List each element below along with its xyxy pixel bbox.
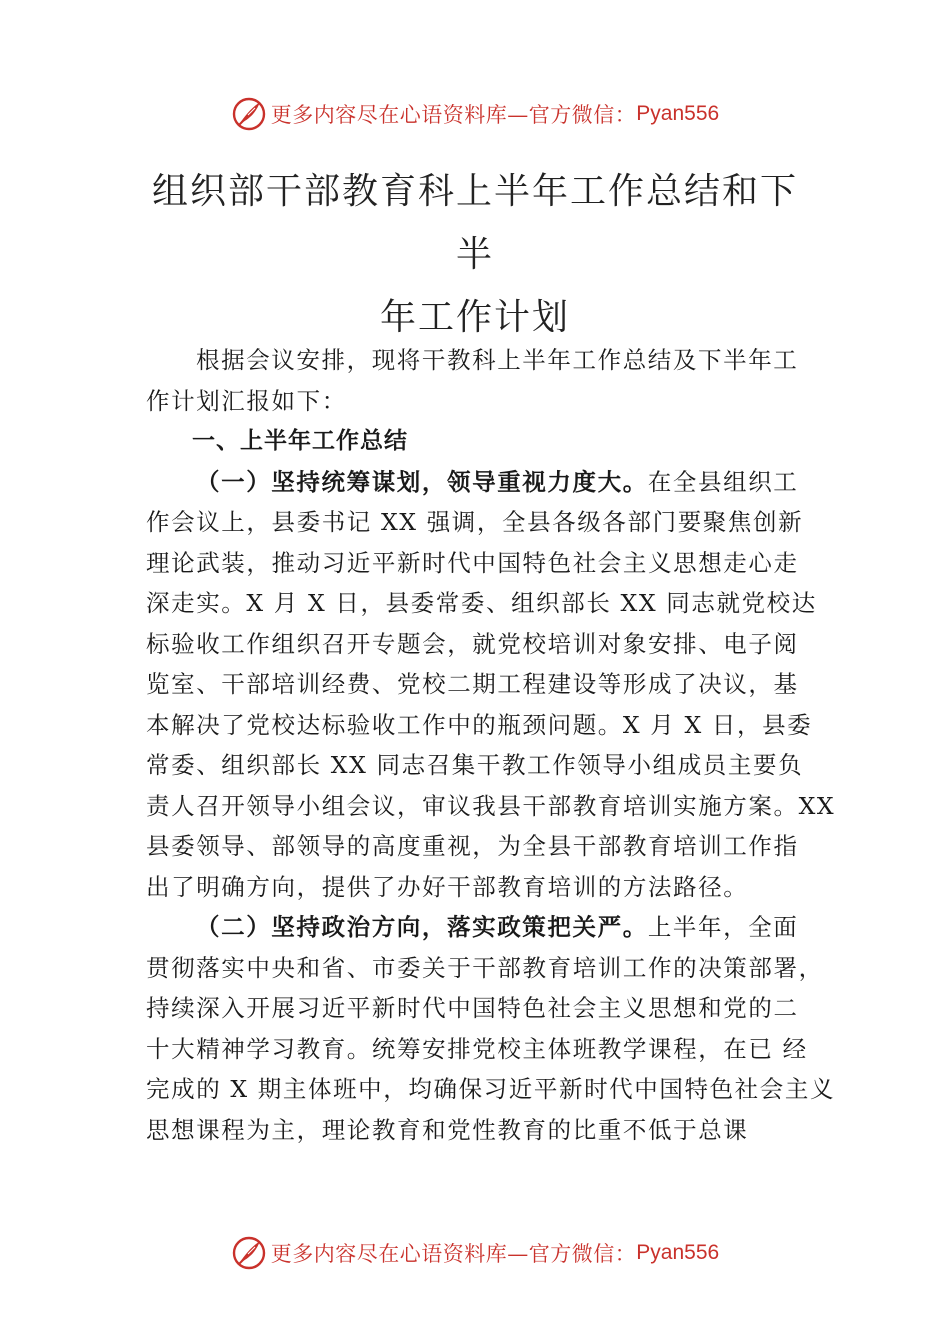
paragraph-line: 理论武装，推动习近平新时代中国特色社会主义思想走心走: [146, 548, 799, 577]
paragraph-line: 常委、组织部长 XX 同志召集干教工作领导小组成员主要负: [146, 751, 804, 779]
feather-pen-logo-icon: [231, 1235, 267, 1271]
paragraph-line: [146, 907, 836, 948]
paragraph-text: 上半年，全面: [647, 913, 799, 941]
paragraph-lead: （二）坚持政治方向，落实政策把关严。: [196, 913, 648, 941]
paragraph-line: 县委领导、部领导的高度重视，为全县干部教育培训工作指: [146, 832, 799, 860]
paragraph-line: 标验收工作组织召开专题会，就党校培训对象安排、电子阅: [146, 629, 799, 658]
banner-wechat-id: Pyan556: [636, 1241, 720, 1264]
header-banner: [0, 92, 950, 136]
intro-line: 作计划汇报如下：: [146, 386, 347, 415]
paragraph-line: 责人召开领导小组会议，审议我县干部教育培训实施方案。XX: [146, 791, 836, 820]
banner-text: 更多内容尽在心语资料库—官方微信：: [270, 1242, 637, 1266]
paragraph-line: 深走实。X 月 X 日，县委常委、组织部长 XX 同志就党校达: [146, 589, 817, 617]
paragraph-line: 览室、干部培训经费、党校二期工程建设等形成了决议，基: [146, 670, 799, 698]
footer-banner: [0, 1231, 950, 1275]
paragraph-line: 作会议上，县委书记 XX 强调，全县各级各部门要聚焦创新: [146, 508, 804, 536]
document-body: [146, 340, 836, 1150]
section-heading: 一、上半年工作总结: [192, 428, 408, 454]
banner-text: 更多内容尽在心语资料库—官方微信：: [270, 103, 637, 127]
paragraph-line: 贯彻落实中央和省、市委关于干部教育培训工作的决策部署，: [146, 953, 824, 982]
paragraph-line: 完成的 X 期主体班中，均确保习近平新时代中国特色社会主义: [146, 1075, 836, 1103]
banner-wechat-id: Pyan556: [636, 102, 720, 125]
title-line-1: 组织部干部教育科上半年工作总结和下半: [151, 171, 798, 275]
paragraph-line: 思想课程为主，理论教育和党性教育的比重不低于总课: [146, 1115, 749, 1144]
paragraph-line: [146, 462, 836, 503]
paragraph-text: 在全县组织工: [647, 467, 799, 496]
paragraph-line: 出了明确方向，提供了办好干部教育培训的方法路径。: [146, 872, 749, 901]
paragraph-line: 持续深入开展习近平新时代中国特色社会主义思想和党的二: [146, 994, 799, 1022]
paragraph-line: 十大精神学习教育。统筹安排党校主体班教学课程，在已 经: [146, 1034, 808, 1063]
title-line-2: 年工作计划: [379, 297, 570, 338]
paragraph-lead: （一）坚持统筹谋划，领导重视力度大。: [196, 467, 648, 496]
feather-pen-logo-icon: [231, 96, 267, 132]
document-title: [150, 160, 800, 349]
paragraph-line: 本解决了党校达标验收工作中的瓶颈问题。X 月 X 日，县委: [146, 710, 813, 739]
intro-line: 根据会议安排，现将干教科上半年工作总结及下半年工: [196, 346, 799, 374]
